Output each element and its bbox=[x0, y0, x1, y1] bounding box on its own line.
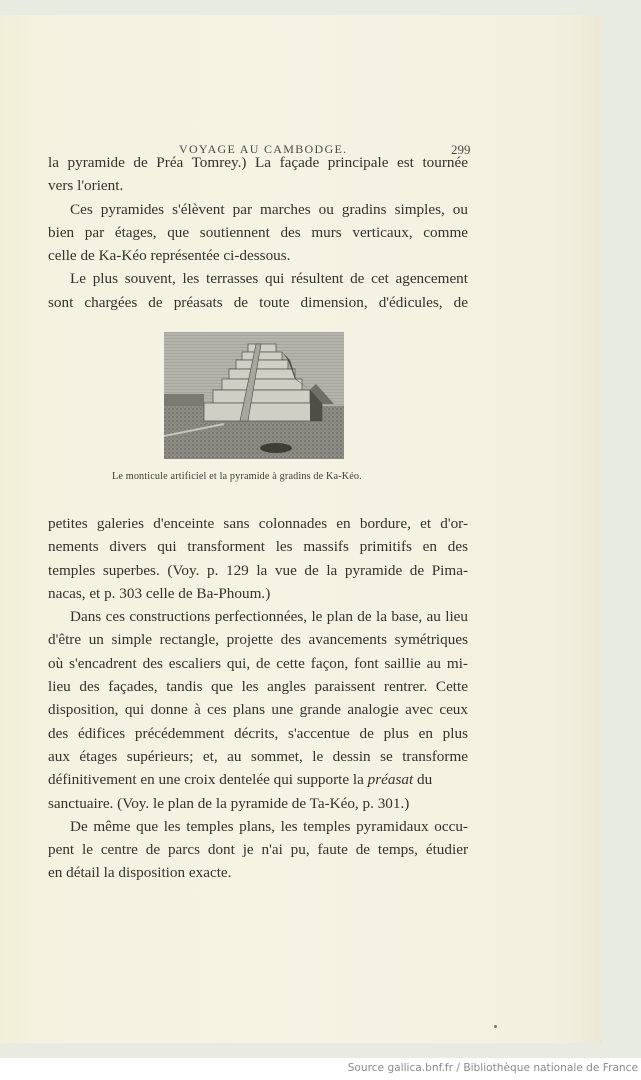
figure-caption: Le monticule artificiel et la pyramide à gradins de Ka-Kéo. bbox=[112, 471, 362, 482]
paper-speck bbox=[494, 1025, 497, 1028]
text-line: sont chargées de préasats de toute dimension, d'édicules, de bbox=[48, 293, 468, 311]
italic-term: préasat bbox=[367, 771, 414, 789]
text-line: lieu des façades, tandis que les angles paraissent rentrer. Cette bbox=[48, 678, 468, 696]
text-line: la pyramide de Préa Tomrey.) La façade principale est tournée bbox=[48, 154, 468, 171]
text-line: en détail la disposition exacte. bbox=[48, 864, 232, 882]
text-line: sanctuaire. (Voy. le plan de la pyramide de Ta-Kéo, p. 301.) bbox=[48, 794, 410, 812]
text-line: bien par étages, que soutiennent des murs verticaux, comme bbox=[48, 223, 468, 241]
text-line: disposition, qui donne à ces plans une grande analogie avec ceux bbox=[48, 701, 468, 719]
text-line: des édifices précédemment décrits, s'accentue de plus en plus bbox=[48, 724, 468, 742]
text-fragment: du bbox=[413, 771, 433, 789]
text-line: nacas, et p. 303 celle de Ba-Phoum.) bbox=[48, 584, 271, 602]
source-footer bbox=[0, 1058, 641, 1080]
page-number: 299 bbox=[451, 142, 471, 157]
text-line: petites galeries d'enceinte sans colonnades en bordure, et d'or- bbox=[48, 515, 468, 532]
text-line: Dans ces constructions perfectionnées, le plan de la base, au lieu bbox=[70, 608, 468, 626]
text-line: d'être un simple rectangle, projette des avancements symétriques bbox=[48, 631, 468, 649]
engraving-image bbox=[164, 332, 344, 459]
text-line: temples superbes. (Voy. p. 129 la vue de la pyramide de Pima- bbox=[48, 561, 468, 579]
text-fragment: définitivement en une croix dentelée qui supporte la bbox=[48, 771, 368, 789]
text-line-with-italic bbox=[48, 768, 468, 791]
text-line: où s'encadrent des escaliers qui, de cette façon, font saillie au mi- bbox=[48, 654, 468, 672]
running-title: VOYAGE AU CAMBODGE. bbox=[179, 142, 348, 156]
text-line: pent le centre de parcs dont je n'ai pu, faute de temps, étudier bbox=[48, 841, 468, 859]
text-line: celle de Ka-Kéo représentée ci-dessous. bbox=[48, 247, 291, 265]
pyramid-illustration bbox=[164, 332, 344, 459]
body-text-bottom bbox=[48, 512, 468, 885]
text-line: aux étages supérieurs; et, au sommet, le dessin se transforme bbox=[48, 747, 468, 765]
text-line: nements divers qui transforment les massifs primitifs en des bbox=[48, 538, 468, 556]
body-text-top bbox=[48, 151, 468, 314]
text-line: vers l'orient. bbox=[48, 177, 124, 195]
text-line: Le plus souvent, les terrasses qui résultent de cet agencement bbox=[70, 270, 468, 288]
text-line: De même que les temples plans, les temples pyramidaux occu- bbox=[70, 817, 468, 835]
text-line: Ces pyramides s'élèvent par marches ou gradins simples, ou bbox=[70, 200, 468, 218]
source-attribution: Source gallica.bnf.fr / Bibliothèque nationale de France bbox=[347, 1062, 638, 1074]
